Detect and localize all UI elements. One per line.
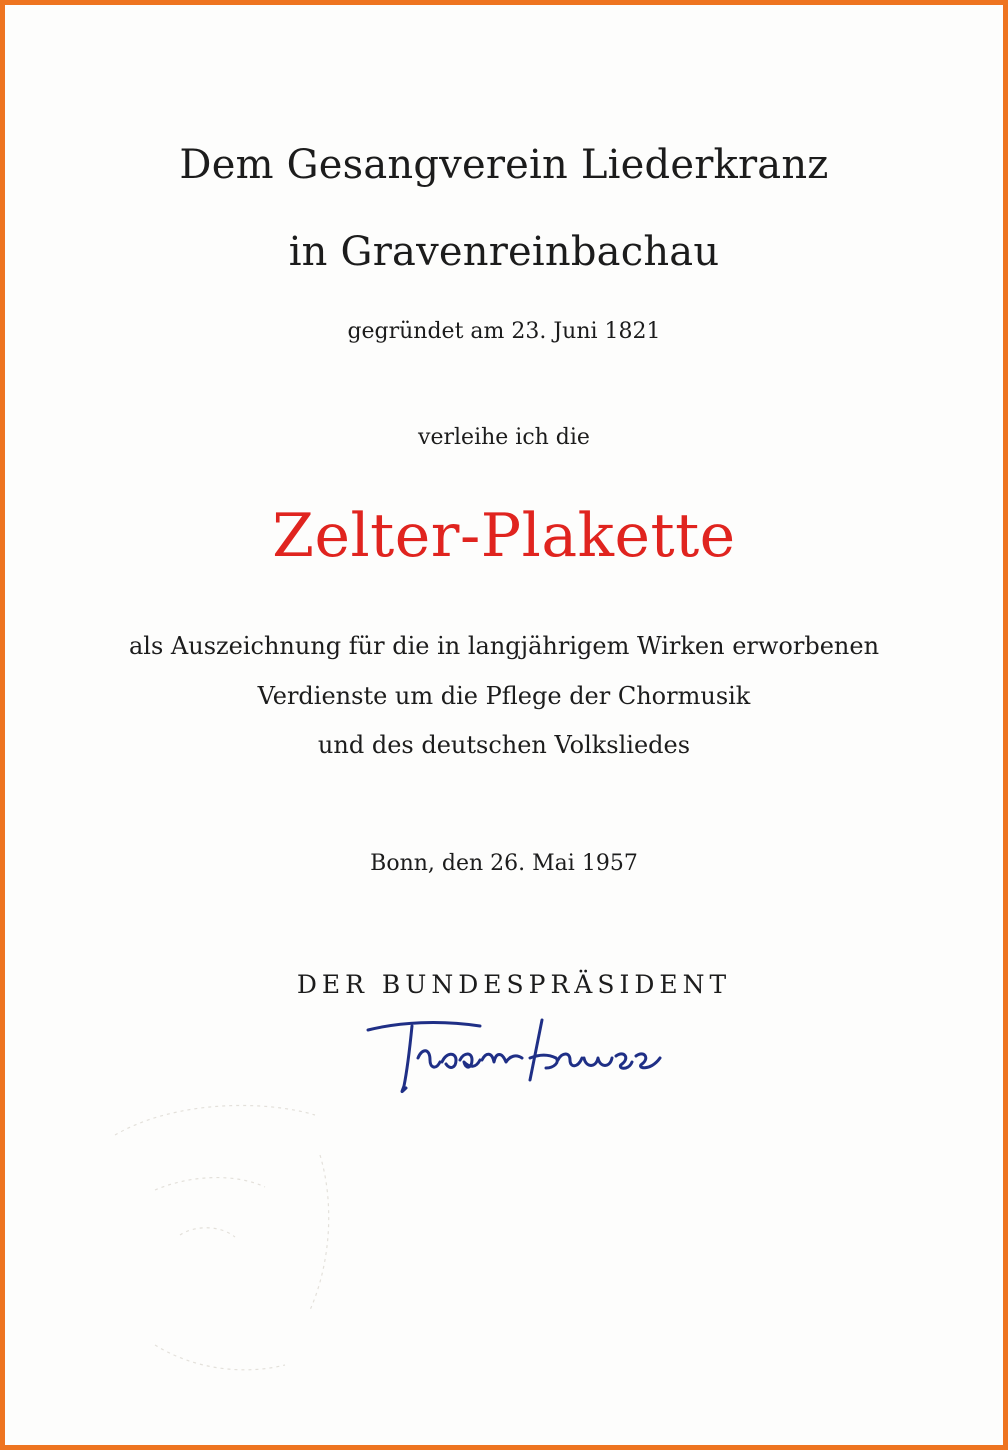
- reason-line-2: Verdienste um die Pflege der Chormusik: [257, 682, 751, 710]
- reason-line-3: und des deutschen Volksliedes: [317, 731, 691, 759]
- recipient-line-1: Dem Gesangverein Liederkranz: [179, 142, 829, 188]
- grant-phrase: verleihe ich die: [418, 425, 590, 450]
- award-title: Zelter-Plakette: [272, 501, 736, 571]
- founded-date: gegründet am 23. Juni 1821: [347, 319, 661, 344]
- embossed-seal: [95, 1095, 425, 1395]
- handwritten-signature: [360, 1008, 690, 1098]
- reason-line-1: als Auszeichnung für die in langjährigem Wirken erworbenen: [128, 632, 880, 660]
- signer-title: DER BUNDESPRÄSIDENT: [296, 970, 732, 999]
- recipient-line-2: in Gravenreinbachau: [288, 229, 720, 275]
- place-and-date: Bonn, den 26. Mai 1957: [370, 851, 638, 876]
